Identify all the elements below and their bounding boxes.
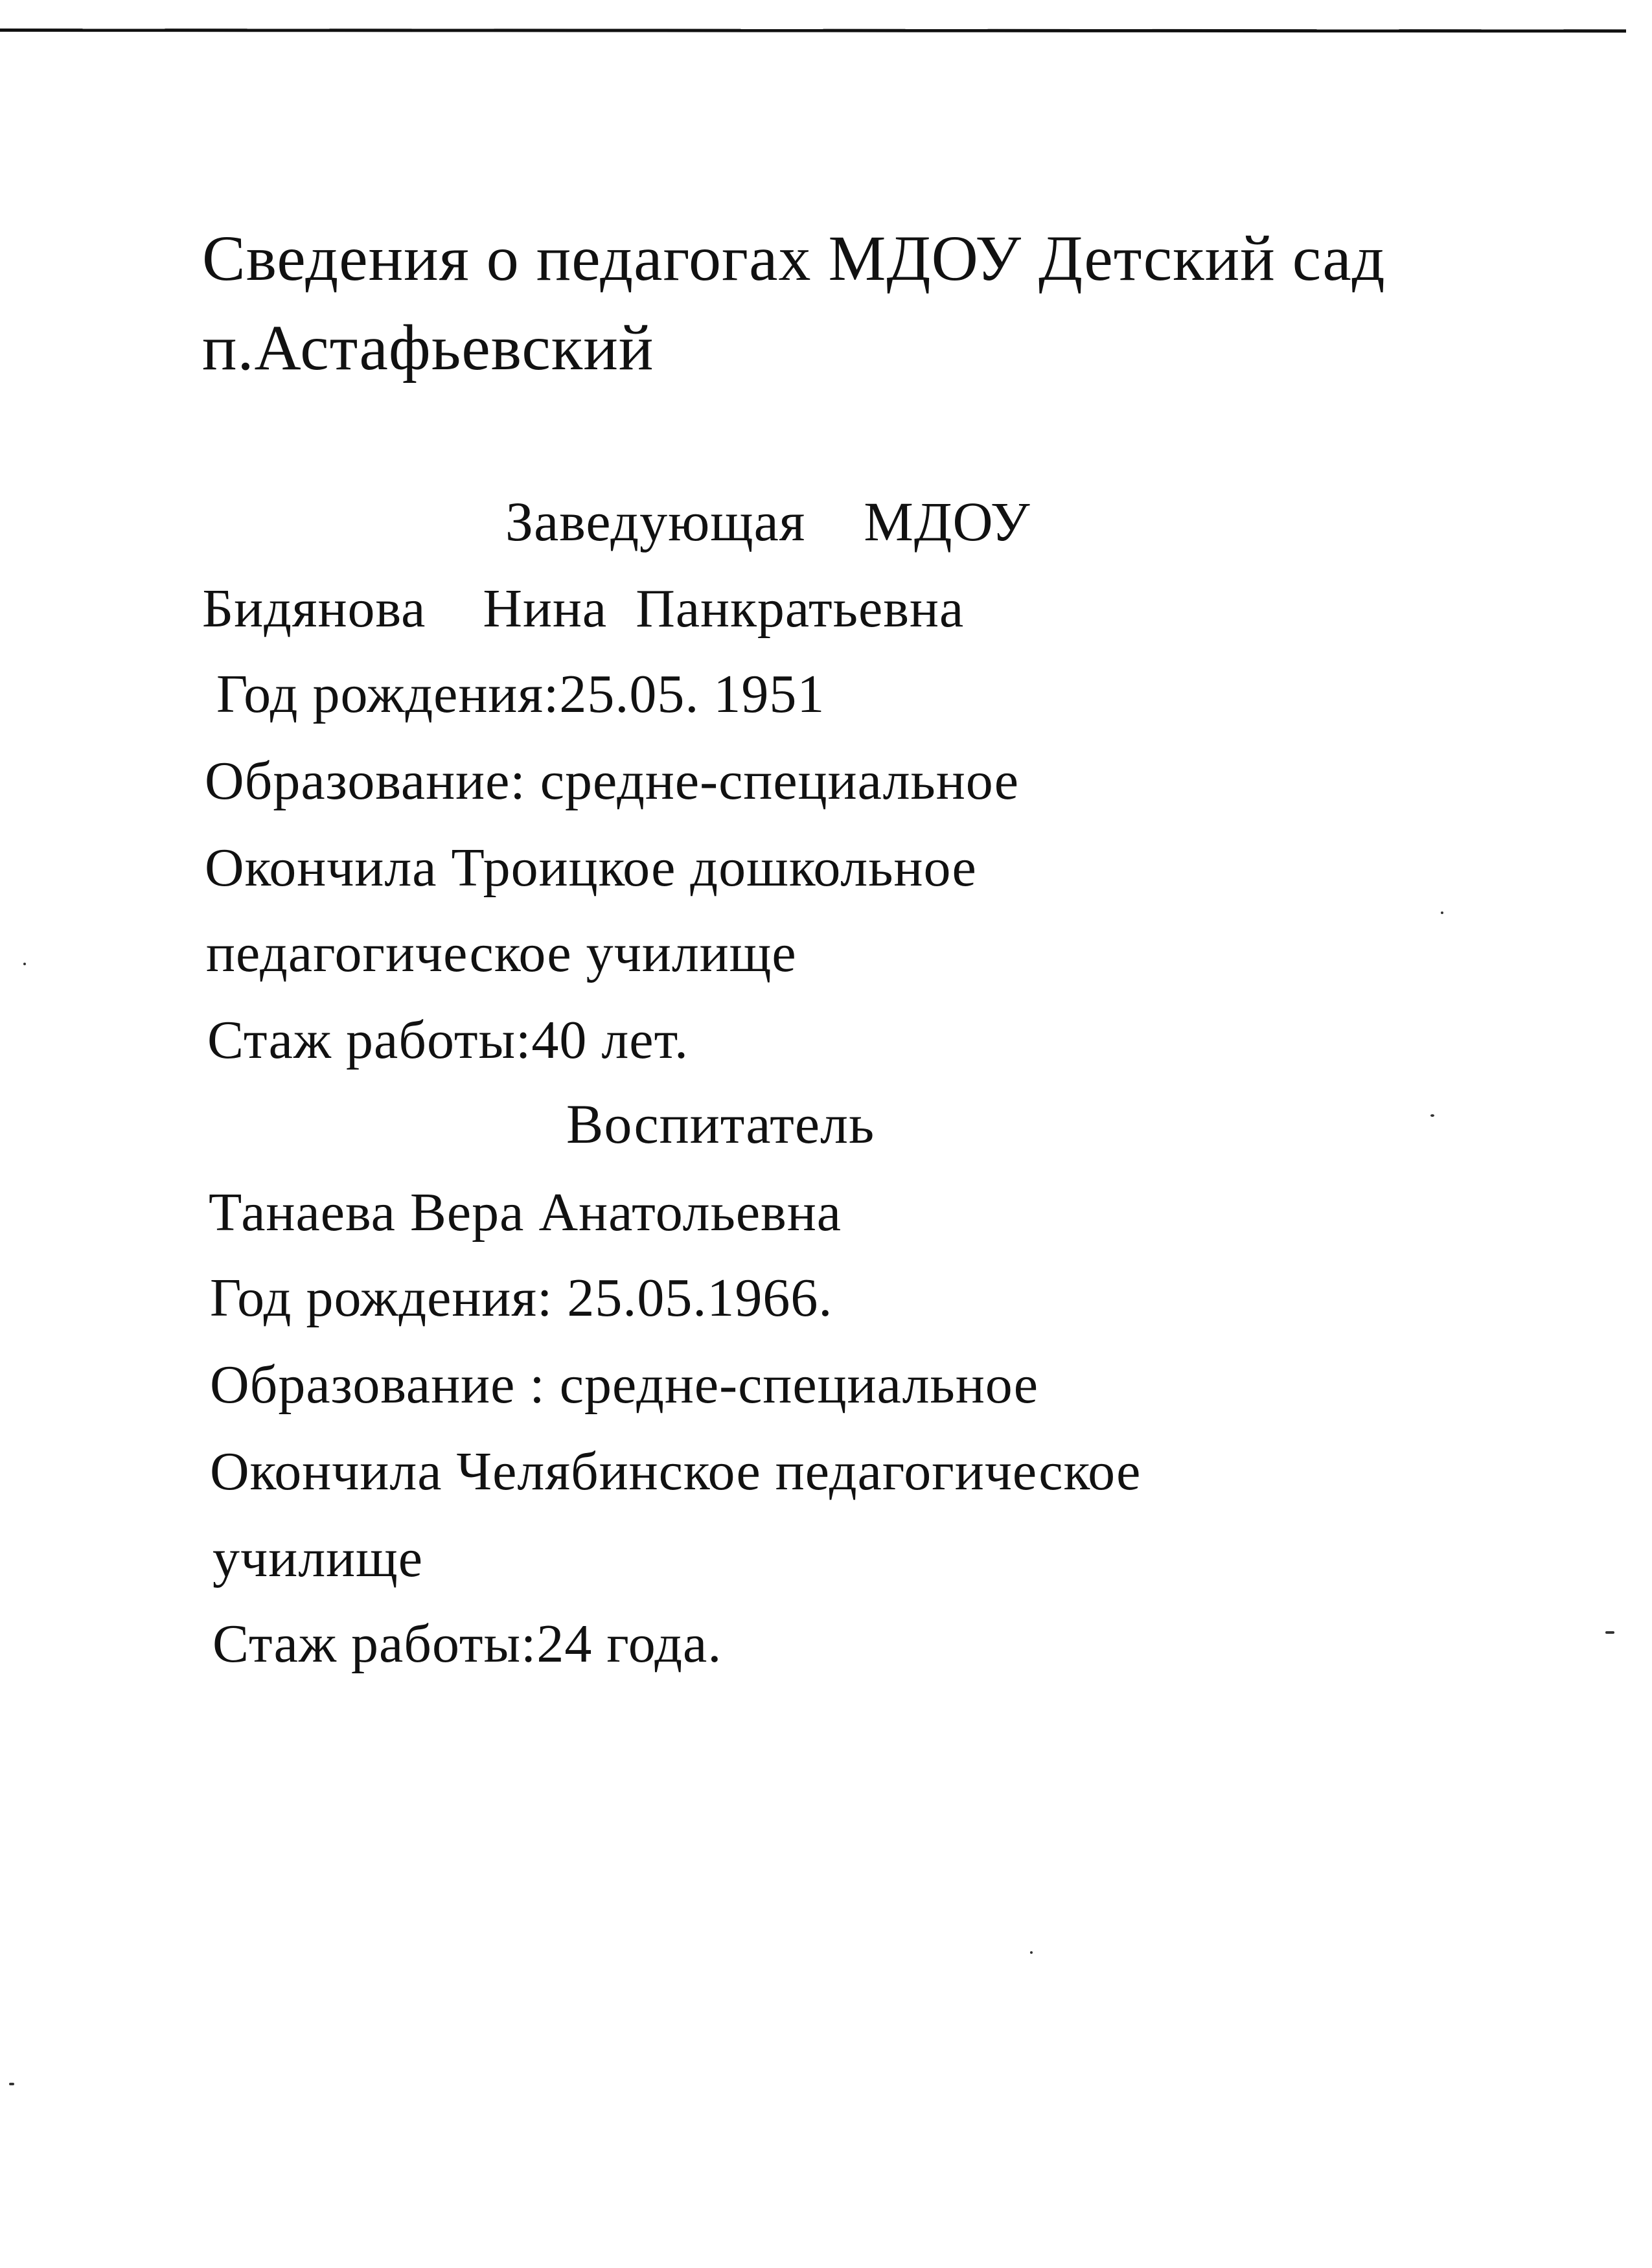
head-patronymic: Панкратьевна — [636, 578, 965, 639]
scan-speck — [1430, 1114, 1434, 1117]
head-role-heading — [505, 489, 1031, 554]
teacher-full-name: Танаева Вера Анатольевна — [209, 1182, 842, 1243]
head-role-word-1: Заведующая — [505, 490, 806, 553]
scan-speck — [23, 963, 26, 965]
head-role-word-2: МДОУ — [864, 490, 1031, 553]
document-title — [202, 214, 1498, 393]
head-surname: Бидянова — [202, 578, 426, 639]
teacher-graduated-line-1: Окончила Челябинское педагогическое — [210, 1441, 1141, 1502]
teacher-graduated-line-2: училище — [212, 1528, 424, 1588]
head-graduated-line-2: педагогическое училище — [206, 923, 797, 983]
top-border-line — [0, 29, 1626, 32]
head-full-name — [202, 577, 964, 641]
scan-speck — [1030, 1951, 1033, 1954]
head-first-name: Нина — [483, 578, 608, 639]
title-line-1: Сведения о педагогах МДОУ Детский сад — [202, 222, 1386, 294]
head-education: Образование: средне-специальное — [205, 751, 1020, 811]
head-experience: Стаж работы:40 лет. — [207, 1010, 689, 1070]
title-line-2: п.Астафьевский — [202, 312, 654, 384]
teacher-role-heading: Воспитатель — [566, 1093, 875, 1155]
head-birth-date: Год рождения:25.05. 1951 — [216, 664, 825, 724]
teacher-experience: Стаж работы:24 года. — [212, 1614, 722, 1674]
teacher-education: Образование : средне-специальное — [210, 1355, 1039, 1415]
scan-speck — [1441, 911, 1443, 914]
teacher-birth-date: Год рождения: 25.05.1966. — [210, 1268, 833, 1328]
scan-speck — [9, 2083, 14, 2085]
head-graduated-line-1: Окончила Троицкое дошкольное — [205, 838, 977, 898]
scan-speck — [1605, 1631, 1614, 1634]
